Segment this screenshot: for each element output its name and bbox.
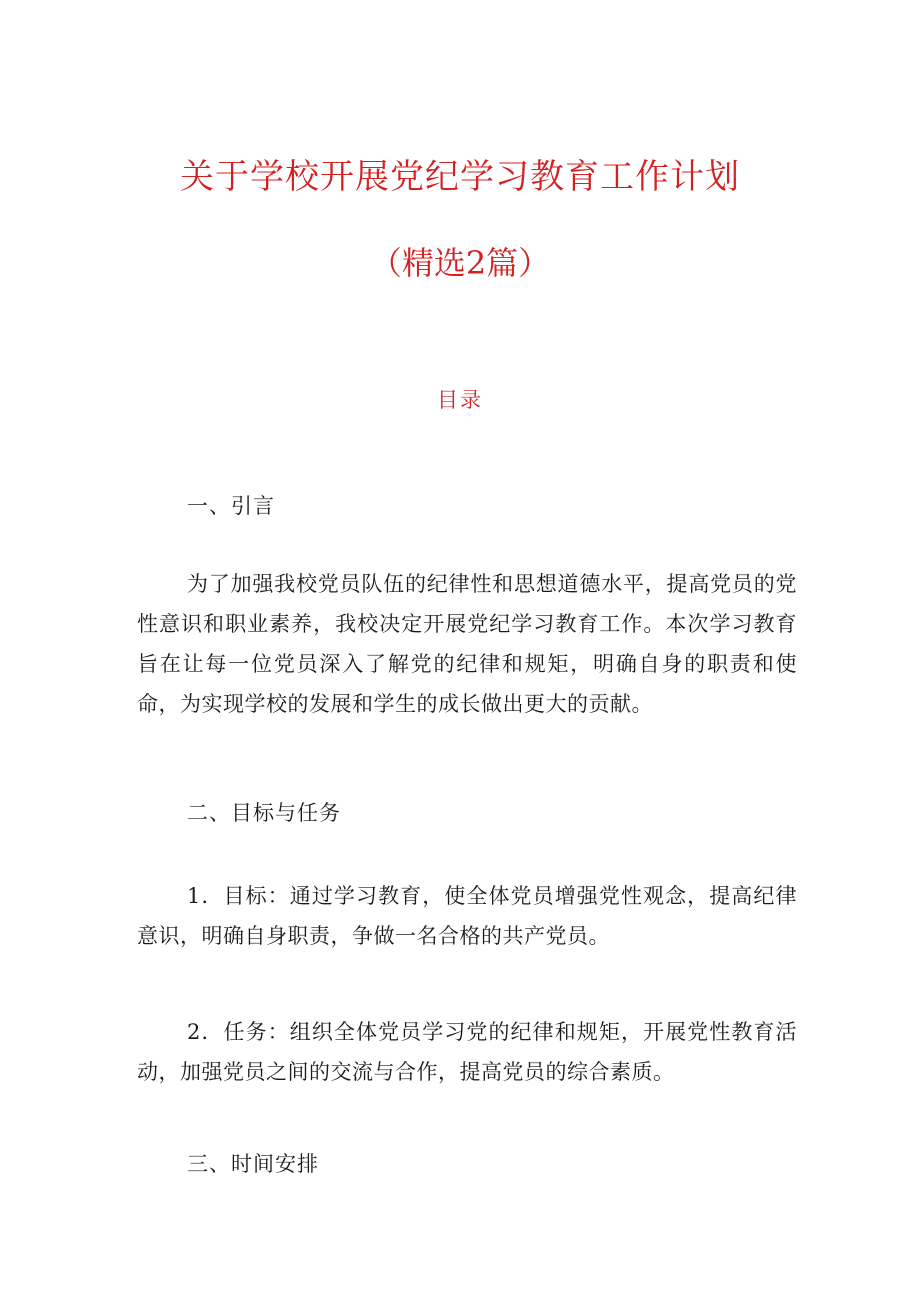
paragraph-goal: 1．目标：通过学习教育，使全体党员增强党性观念，提高纪律意识，明确自身职责，争做一名合格的共产党员。: [137, 884, 797, 948]
paragraph-task: 2．任务：组织全体党员学习党的纪律和规矩，开展党性教育活动，加强党员之间的交流与合作，提高党员的综合素质。: [137, 1020, 797, 1084]
document-subtitle: （精选2篇）: [369, 244, 551, 282]
table-of-contents-label: 目录: [437, 388, 483, 412]
section-heading-introduction: 一、引言: [187, 494, 275, 518]
section-heading-goals-and-tasks: 二、目标与任务: [187, 801, 341, 825]
document-title: 关于学校开展党纪学习教育工作计划: [180, 157, 740, 197]
paragraph-introduction: 为了加强我校党员队伍的纪律性和思想道德水平，提高党员的党性意识和职业素养，我校决定开展党纪学习教育工作。本次学习教育旨在让每一位党员深入了解党的纪律和规矩，明确自身的职责和使命，为实现学校的发展和学生的成长做出更大的贡献。: [137, 572, 797, 716]
section-heading-schedule: 三、时间安排: [187, 1152, 319, 1176]
